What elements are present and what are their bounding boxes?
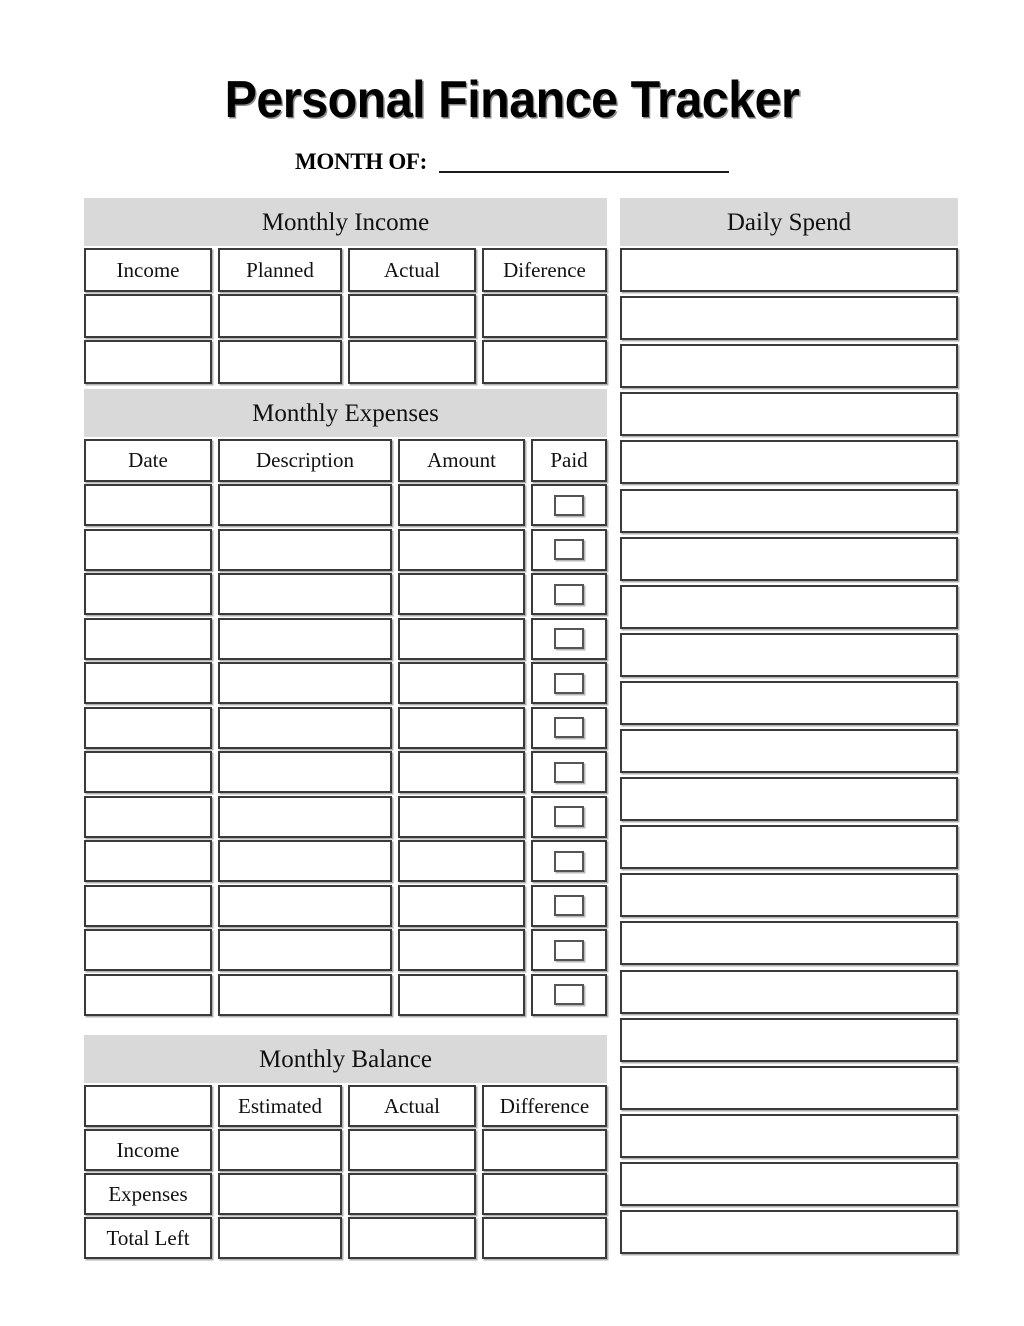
expense-paid-cell-r4[interactable] [531, 662, 607, 704]
expense-paid-checkbox-r5[interactable] [554, 717, 584, 738]
balance-col-header-estimated-label: Estimated [238, 1093, 322, 1118]
expense-amount-cell-r4[interactable] [398, 662, 525, 704]
expense-amount-cell-r10[interactable] [398, 929, 525, 971]
expense-date-cell-r2[interactable] [84, 573, 212, 615]
expense-paid-cell-r10[interactable] [531, 929, 607, 971]
balance-cell-expenses-actual[interactable] [348, 1173, 476, 1215]
income-cell-r0-c0[interactable] [84, 294, 212, 338]
expense-description-cell-r11[interactable] [218, 974, 392, 1016]
daily-spend-row-15[interactable] [620, 970, 958, 1014]
expense-amount-cell-r7[interactable] [398, 796, 525, 838]
daily-spend-row-14[interactable] [620, 921, 958, 965]
expense-paid-cell-r0[interactable] [531, 484, 607, 526]
expense-paid-cell-r6[interactable] [531, 751, 607, 793]
daily-spend-row-18[interactable] [620, 1114, 958, 1158]
balance-row-label-income-text: Income [116, 1137, 180, 1162]
income-col-header-planned-label: Planned [246, 257, 314, 282]
expense-description-cell-r8[interactable] [218, 840, 392, 882]
balance-col-header-difference [482, 1085, 607, 1127]
monthly-expenses-title: Monthly Expenses [252, 399, 439, 427]
expense-description-cell-r6[interactable] [218, 751, 392, 793]
balance-cell-total-left-estimated[interactable] [218, 1217, 342, 1259]
expense-amount-cell-r0[interactable] [398, 484, 525, 526]
daily-spend-title: Daily Spend [726, 208, 852, 236]
balance-row-label-total-left-text: Total Left [106, 1225, 190, 1250]
daily-spend-row-0[interactable] [620, 248, 958, 292]
expense-date-cell-r6[interactable] [84, 751, 212, 793]
expense-description-cell-r9[interactable] [218, 885, 392, 927]
expense-paid-checkbox-r3[interactable] [554, 628, 584, 649]
expense-paid-checkbox-r11[interactable] [554, 984, 584, 1005]
balance-col-header-difference-label: Difference [499, 1093, 590, 1118]
expenses-col-header-amount [398, 439, 525, 482]
income-cell-r0-c1[interactable] [218, 294, 342, 338]
monthly-expenses-header [84, 389, 607, 437]
expense-paid-cell-r5[interactable] [531, 707, 607, 749]
balance-col-header-estimated [218, 1085, 342, 1127]
daily-spend-row-11[interactable] [620, 777, 958, 821]
income-cell-r0-c3[interactable] [482, 294, 607, 338]
expense-amount-cell-r9[interactable] [398, 885, 525, 927]
income-cell-r1-c0[interactable] [84, 340, 212, 384]
income-cell-r1-c2[interactable] [348, 340, 476, 384]
daily-spend-row-3[interactable] [620, 392, 958, 436]
expense-date-cell-r11[interactable] [84, 974, 212, 1016]
income-col-header-diference [482, 248, 607, 292]
income-cell-r0-c2[interactable] [348, 294, 476, 338]
income-col-header-income [84, 248, 212, 292]
daily-spend-row-1[interactable] [620, 296, 958, 340]
expense-paid-cell-r2[interactable] [531, 573, 607, 615]
expense-amount-cell-r3[interactable] [398, 618, 525, 660]
page-title: Personal Finance Tracker [224, 71, 800, 129]
daily-spend-row-7[interactable] [620, 585, 958, 629]
balance-col-header-blank [84, 1085, 212, 1127]
expense-paid-checkbox-r4[interactable] [554, 673, 584, 694]
expense-date-cell-r0[interactable] [84, 484, 212, 526]
balance-col-header-actual-label: Actual [384, 1093, 440, 1118]
expense-amount-cell-r8[interactable] [398, 840, 525, 882]
expense-description-cell-r1[interactable] [218, 529, 392, 571]
month-of-row [0, 150, 1024, 173]
balance-cell-expenses-estimated[interactable] [218, 1173, 342, 1215]
daily-spend-row-19[interactable] [620, 1162, 958, 1206]
expense-date-cell-r3[interactable] [84, 618, 212, 660]
balance-row-label-expenses-text: Expenses [108, 1181, 188, 1206]
expense-amount-cell-r1[interactable] [398, 529, 525, 571]
expense-amount-cell-r5[interactable] [398, 707, 525, 749]
balance-cell-total-left-actual[interactable] [348, 1217, 476, 1259]
expenses-col-header-paid [531, 439, 607, 482]
daily-spend-row-9[interactable] [620, 681, 958, 725]
expense-description-cell-r4[interactable] [218, 662, 392, 704]
balance-cell-income-difference[interactable] [482, 1129, 607, 1171]
expenses-col-header-amount-label: Amount [427, 448, 496, 472]
expense-paid-cell-r11[interactable] [531, 974, 607, 1016]
expense-description-cell-r0[interactable] [218, 484, 392, 526]
expense-date-cell-r8[interactable] [84, 840, 212, 882]
expenses-col-header-paid-label: Paid [550, 448, 588, 472]
income-col-header-planned [218, 248, 342, 292]
expense-description-cell-r5[interactable] [218, 707, 392, 749]
expenses-col-header-date-label: Date [128, 448, 168, 472]
income-col-header-diference-label: Diference [503, 257, 586, 282]
expense-paid-cell-r3[interactable] [531, 618, 607, 660]
month-of-input[interactable] [439, 171, 729, 173]
expense-date-cell-r1[interactable] [84, 529, 212, 571]
expense-date-cell-r4[interactable] [84, 662, 212, 704]
daily-spend-row-17[interactable] [620, 1066, 958, 1110]
balance-cell-expenses-difference[interactable] [482, 1173, 607, 1215]
balance-row-label-income [84, 1129, 212, 1171]
expense-paid-checkbox-r1[interactable] [554, 539, 584, 560]
expense-paid-cell-r7[interactable] [531, 796, 607, 838]
daily-spend-row-6[interactable] [620, 537, 958, 581]
income-col-header-actual [348, 248, 476, 292]
balance-row-label-total-left [84, 1217, 212, 1259]
expense-paid-checkbox-r10[interactable] [554, 940, 584, 961]
expense-amount-cell-r2[interactable] [398, 573, 525, 615]
month-of-label: MONTH OF: [294, 149, 428, 174]
balance-col-header-actual [348, 1085, 476, 1127]
balance-cell-income-estimated[interactable] [218, 1129, 342, 1171]
daily-spend-row-16[interactable] [620, 1018, 958, 1062]
income-cell-r1-c1[interactable] [218, 340, 342, 384]
daily-spend-header [620, 198, 958, 246]
expense-paid-checkbox-r6[interactable] [554, 762, 584, 783]
expense-paid-checkbox-r0[interactable] [554, 495, 584, 516]
expense-amount-cell-r11[interactable] [398, 974, 525, 1016]
expense-date-cell-r7[interactable] [84, 796, 212, 838]
expenses-col-header-date [84, 439, 212, 482]
expense-description-cell-r7[interactable] [218, 796, 392, 838]
expense-paid-cell-r9[interactable] [531, 885, 607, 927]
expense-paid-checkbox-r8[interactable] [554, 851, 584, 872]
monthly-income-header [84, 198, 607, 246]
daily-spend-row-4[interactable] [620, 440, 958, 484]
balance-cell-income-actual[interactable] [348, 1129, 476, 1171]
expense-paid-checkbox-r7[interactable] [554, 806, 584, 827]
expense-date-cell-r10[interactable] [84, 929, 212, 971]
expense-date-cell-r5[interactable] [84, 707, 212, 749]
daily-spend-row-10[interactable] [620, 729, 958, 773]
expenses-col-header-description [218, 439, 392, 482]
expense-paid-cell-r8[interactable] [531, 840, 607, 882]
monthly-balance-title: Monthly Balance [259, 1045, 432, 1073]
income-col-header-actual-label: Actual [384, 257, 440, 282]
balance-cell-total-left-difference[interactable] [482, 1217, 607, 1259]
daily-spend-row-5[interactable] [620, 489, 958, 533]
daily-spend-row-2[interactable] [620, 344, 958, 388]
expense-description-cell-r10[interactable] [218, 929, 392, 971]
expense-amount-cell-r6[interactable] [398, 751, 525, 793]
monthly-income-title: Monthly Income [261, 208, 430, 236]
monthly-balance-header [84, 1035, 607, 1083]
expense-paid-checkbox-r2[interactable] [554, 584, 584, 605]
expense-paid-cell-r1[interactable] [531, 529, 607, 571]
expense-description-cell-r3[interactable] [218, 618, 392, 660]
expense-description-cell-r2[interactable] [218, 573, 392, 615]
daily-spend-row-20[interactable] [620, 1210, 958, 1254]
expenses-col-header-description-label: Description [256, 448, 354, 472]
income-cell-r1-c3[interactable] [482, 340, 607, 384]
daily-spend-row-13[interactable] [620, 873, 958, 917]
balance-row-label-expenses [84, 1173, 212, 1215]
expense-date-cell-r9[interactable] [84, 885, 212, 927]
daily-spend-row-8[interactable] [620, 633, 958, 677]
income-col-header-income-label: Income [116, 257, 180, 282]
daily-spend-row-12[interactable] [620, 825, 958, 869]
expense-paid-checkbox-r9[interactable] [554, 895, 584, 916]
